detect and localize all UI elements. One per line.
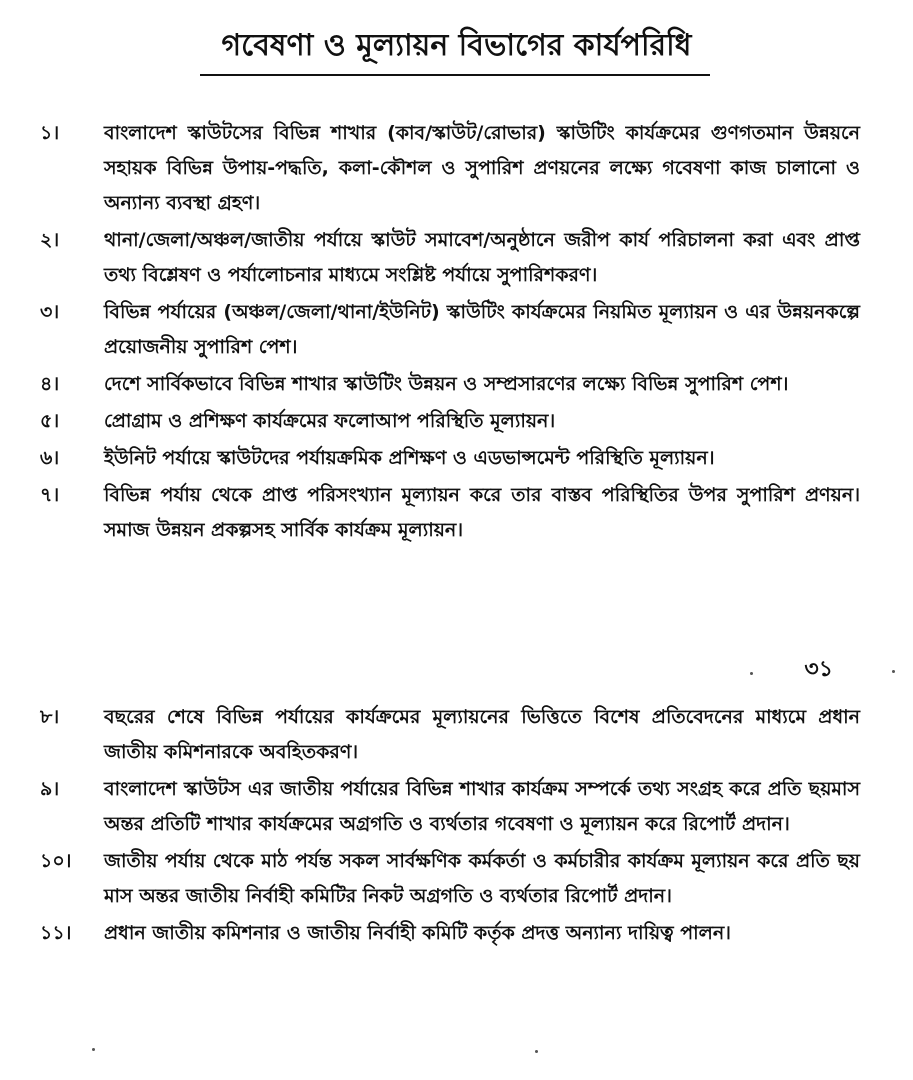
item-text: প্রোগ্রাম ও প্রশিক্ষণ কার্যক্রমের ফলোআপ পরিস্থিতি মূল্যায়ন। <box>104 410 556 432</box>
list-item <box>40 441 860 476</box>
item-number: ৮। <box>40 706 60 728</box>
list-item <box>40 700 860 770</box>
item-number: ৩। <box>40 301 60 323</box>
item-text: বছরের শেষে বিভিন্ন পর্যায়ের কার্যক্রমের মূল্যায়নের ভিত্তিতে বিশেষ প্রতিবেদনের মাধ্যমে প্রধান জাতীয় কমিশনারকে অবহিতকরণ। <box>104 706 860 763</box>
page-number: ৩১ <box>804 657 833 682</box>
list-item <box>40 116 860 221</box>
list-item <box>40 295 860 365</box>
item-text: বিভিন্ন পর্যায়ের (অঞ্চল/জেলা/থানা/ইউনিট) স্কাউটিং কার্যক্রমের নিয়মিত মূল্যায়ন ও এর উন্নয়নকল্পে প্রয়োজনীয় সুপারিশ পেশ। <box>104 301 860 358</box>
item-number: ১১। <box>40 922 72 944</box>
item-text: থানা/জেলা/অঞ্চল/জাতীয় পর্যায়ে স্কাউট সমাবেশ/অনুষ্ঠানে জরীপ কার্য পরিচালনা করা এবং প্রাপ্ত তথ্য বিশ্লেষণ ও পর্যালোচনার মাধ্যমে সংশ্লিষ্ট পর্যায়ে সুপারিশকরণ। <box>104 229 860 286</box>
item-number: ৪। <box>40 373 60 395</box>
item-number: ৯। <box>40 778 60 800</box>
item-text: বাংলাদেশ স্কাউটসের বিভিন্ন শাখার (কাব/স্কাউট/রোভার) স্কাউটিং কার্যক্রমের গুণগতমান উন্নয়নে সহায়ক বিভিন্ন উপায়-পদ্ধতি, কলা-কৌশল ও সুপারিশ প্রণয়নের লক্ষ্যে গবেষণা কাজ চালানো ও অন্যান্য ব্যবস্থা গ্রহণ। <box>104 122 860 214</box>
title-underline <box>200 74 710 76</box>
duties-list-part-2 <box>40 700 860 953</box>
item-text: ইউনিট পর্যায়ে স্কাউটদের পর্যায়ক্রমিক প্রশিক্ষণ ও এডভান্সমেন্ট পরিস্থিতি মূল্যায়ন। <box>104 447 715 469</box>
scan-speck <box>750 672 753 675</box>
item-text: বিভিন্ন পর্যায় থেকে প্রাপ্ত পরিসংখ্যান মূল্যায়ন করে তার বাস্তব পরিস্থিতির উপর সুপারিশ প্রণয়ন। সমাজ উন্নয়ন প্রকল্পসহ সার্বিক কার্যক্রম মূল্যায়ন। <box>104 484 860 541</box>
list-item <box>40 478 860 548</box>
document-title: গবেষণা ও মূল্যায়ন বিভাগের কার্যপরিধি <box>221 28 692 63</box>
item-number: ২। <box>40 229 60 251</box>
list-item <box>40 404 860 439</box>
scan-speck <box>892 670 895 673</box>
item-number: ৫। <box>40 410 60 432</box>
list-item <box>40 772 860 842</box>
item-text: জাতীয় পর্যায় থেকে মাঠ পর্যন্ত সকল সার্বক্ষণিক কর্মকর্তা ও কর্মচারীর কার্যক্রম মূল্যায়ন করে প্রতি ছয় মাস অন্তর জাতীয় নির্বাহী কমিটির নিকট অগ্রগতি ও ব্যর্থতার রিপোর্ট প্রদান। <box>104 850 860 907</box>
duties-list-part-1 <box>40 116 860 550</box>
scan-speck <box>535 1050 538 1053</box>
item-number: ৬। <box>40 447 60 469</box>
list-item <box>40 916 860 951</box>
item-text: দেশে সার্বিকভাবে বিভিন্ন শাখার স্কাউটিং উন্নয়ন ও সম্প্রসারণের লক্ষ্যে বিভিন্ন সুপারিশ পেশ। <box>104 373 789 395</box>
list-item <box>40 223 860 293</box>
scan-speck <box>92 1048 95 1051</box>
item-text: বাংলাদেশ স্কাউটস এর জাতীয় পর্যায়ের বিভিন্ন শাখার কার্যক্রম সম্পর্কে তথ্য সংগ্রহ করে প্রতি ছয়মাস অন্তর প্রতিটি শাখার কার্যক্রমের অগ্রগতি ও ব্যর্থতার গবেষণা ও মূল্যায়ন করে রিপোর্ট প্রদান। <box>104 778 860 835</box>
item-number: ৭। <box>40 484 60 506</box>
list-item <box>40 367 860 402</box>
item-number: ১০। <box>40 850 72 872</box>
item-number: ১। <box>40 122 60 144</box>
item-text: প্রধান জাতীয় কমিশনার ও জাতীয় নির্বাহী কমিটি কর্তৃক প্রদত্ত অন্যান্য দায়িত্ব পালন। <box>104 922 731 944</box>
list-item <box>40 844 860 914</box>
